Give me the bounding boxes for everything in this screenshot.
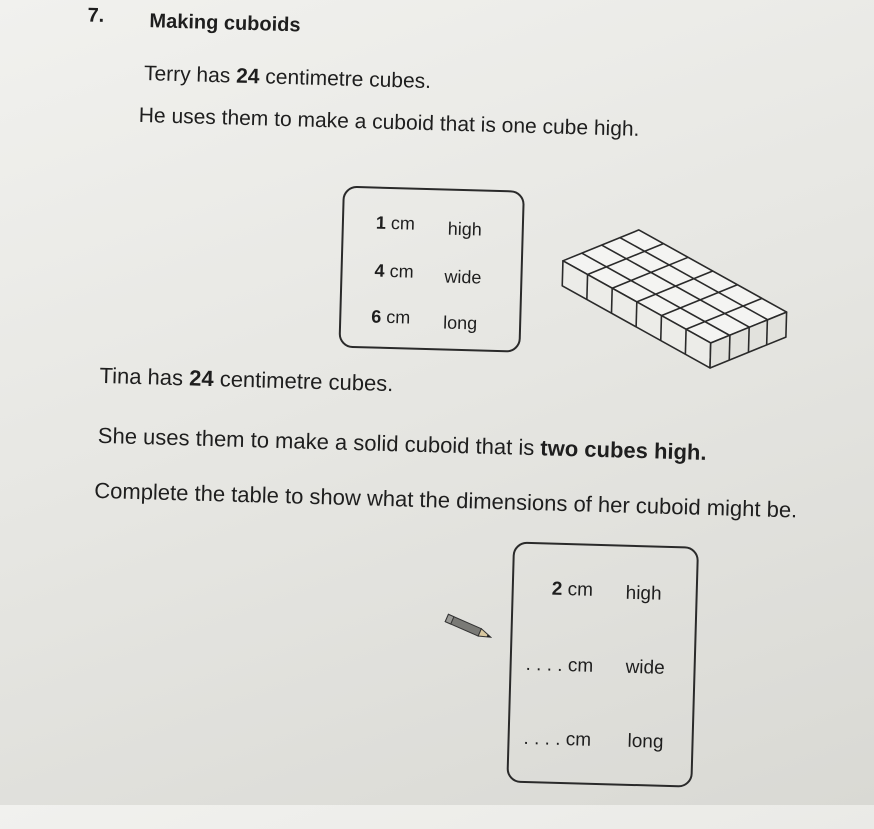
terry-width-label: wide xyxy=(444,266,482,288)
tina-height-label: high xyxy=(625,582,662,605)
terry-height-label: high xyxy=(447,218,483,240)
question-number: 7. xyxy=(87,4,105,27)
instruction-text: Complete the table to show what the dimensions of her cuboid might be. xyxy=(93,477,798,523)
tina-length-answer[interactable]: . . . . cm xyxy=(523,727,592,751)
terry-length-label: long xyxy=(442,312,478,334)
terry-dimensions-table xyxy=(338,186,524,353)
tina-dimensions-table xyxy=(506,542,699,788)
tina-length-label: long xyxy=(627,730,664,753)
terry-line-1: Terry has 24 centimetre cubes. xyxy=(143,62,432,94)
terry-height-value: 1 cm xyxy=(375,212,416,234)
terry-line-2: He uses them to make a cuboid that is one cube high. xyxy=(138,103,640,141)
tina-line-1: Tina has 24 centimetre cubes. xyxy=(99,362,394,397)
tina-height-value: 2 cm xyxy=(551,578,594,601)
cuboid-diagram-icon xyxy=(550,216,804,383)
tina-width-label: wide xyxy=(625,656,665,679)
pencil-icon xyxy=(440,613,501,645)
terry-width-value: 4 cm xyxy=(374,260,414,282)
tina-width-answer[interactable]: . . . . cm xyxy=(525,653,594,677)
tina-line-2: She uses them to make a solid cuboid that is two cubes high. xyxy=(97,422,707,465)
terry-length-value: 6 cm xyxy=(371,306,411,328)
question-title: Making cuboids xyxy=(149,10,301,37)
